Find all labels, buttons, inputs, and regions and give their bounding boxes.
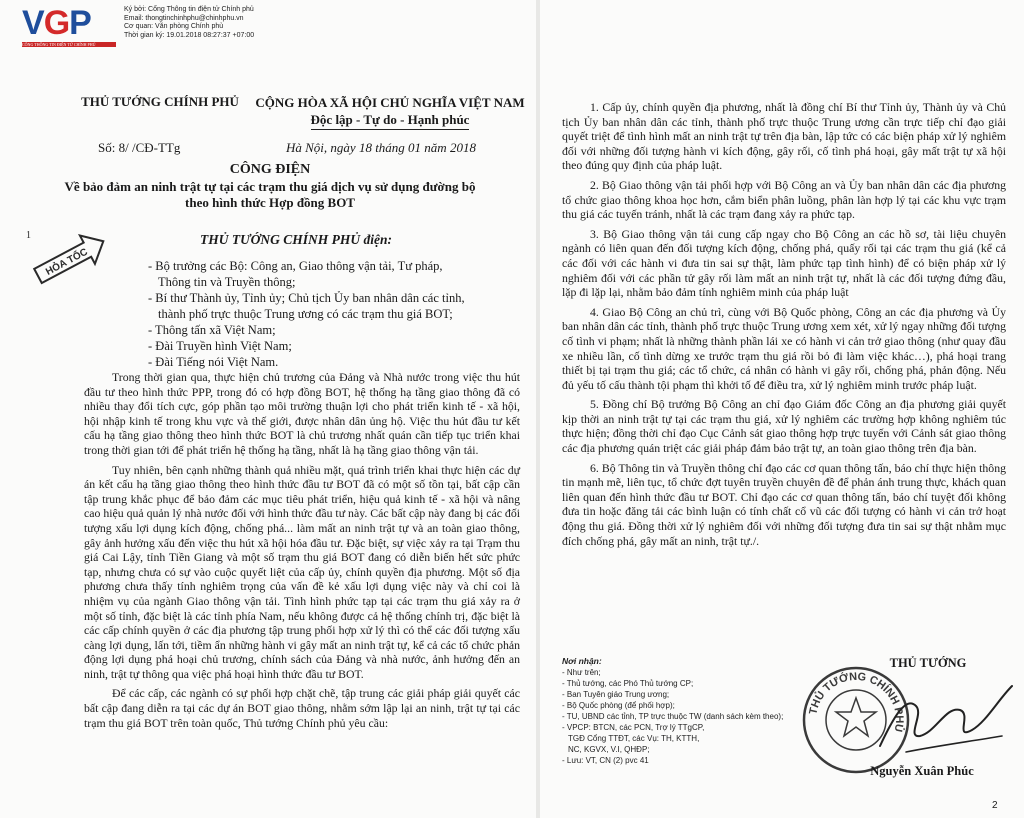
left-body-text <box>84 370 520 735</box>
document-number: Số: 8/ /CĐ-TTg <box>98 140 181 155</box>
seal-text: THỦ TƯỚNG CHÍNH PHỦ <box>807 670 906 733</box>
paragraph: Tuy nhiên, bên cạnh những thành quả nhiều mặt, quá trình triển khai thực hiện các dự án kết cấu hạ tầng giao thông theo hình thức đầu tư BOT đã có một số tồn tại, bất cập cần tập trung khắc phục để bảo đảm các mục tiêu phát triển, hiệu quả kinh tế - xã hội và nâng cao hiệu quả quản lý nhà nước đối với hình thức đầu tư này. Các bất cập này đang bị các đối tượng xấu lợi dụng kích động, chống phá... làm mất an ninh trật tự và an toàn giao thông, gây ảnh hưởng xấu đến việc thu hút xã hội hóa đầu tư. Đặc biệt, sự việc xảy ra tại Trạm thu giá Cai Lậy, tỉnh Tiền Giang và một số trạm thu giá BOT đang có diễn biến hết sức phức tạp, nhưng chưa có sự vào cuộc quyết liệt của cấp ủy, chính quyền địa phương. Một số địa phương chưa thấy tính nghiêm trọng của vấn đề kẻ xấu lợi dụng việc này và chỉ coi là nhiệm vụ của ngành Giao thông vận tải. Tình hình phức tạp tại các trạm thu giá xảy ra ở một số tỉnh, đặc biệt là các tỉnh phía Nam, nếu không được cả hệ thống chính trị, đặc biệt là các cấp chính quyền ở các địa phương tập trung phối hợp xử lý thì có thể các đối tượng xấu càng lợi dụng, lấn tới, tiềm ẩn những hành vi gây mất an ninh trật tự, kể cả các tổ chức phản động lợi dụng phá hoại chủ trương, chính sách của Đảng và nhà nước, ảnh hưởng đến an ninh, trật tự thông qua việc phá hoại hình thức đầu tư BOT. <box>84 462 520 681</box>
stamp-text: HỎA TỐC <box>44 246 90 278</box>
recipient-line: - Đài Truyền hình Việt Nam; <box>148 339 292 353</box>
document-subtitle: Về bảo đảm an ninh trật tự tại các trạm thu giá dịch vụ sử dụng đường bộ theo hình thức Hợp đồng BOT <box>64 179 476 210</box>
distribution-line: TGĐ Cổng TTĐT, các Vụ: TH, KTTH, <box>568 734 700 743</box>
signer-agency: Cơ quan: Văn phòng Chính phủ <box>124 23 224 31</box>
page-number: 2 <box>992 800 998 811</box>
distribution-line: - Bộ Quốc phòng (để phối hợp); <box>562 701 675 710</box>
distribution-line: - TU, UBND các tỉnh, TP trực thuộc TW (danh sách kèm theo); <box>562 712 784 721</box>
republic-name: CỘNG HÒA XÃ HỘI CHỦ NGHĨA VIỆT NAM <box>255 95 525 110</box>
recipients-list <box>148 258 465 370</box>
document-page-right <box>540 0 1024 818</box>
distribution-line: - Như trên; <box>562 668 601 677</box>
distribution-list <box>562 656 783 766</box>
margin-number: 1 <box>26 230 31 241</box>
issuer-heading: THỦ TƯỚNG CHÍNH PHỦ <box>81 94 239 109</box>
digital-signature-header <box>22 4 402 48</box>
signer-name: Nguyễn Xuân Phúc <box>870 764 974 778</box>
right-body-text <box>562 100 1006 553</box>
distribution-line: - Lưu: VT, CN (2) pvc 41 <box>562 756 649 765</box>
document-date: Hà Nội, ngày 18 tháng 01 năm 2018 <box>286 140 476 155</box>
paragraph: Trong thời gian qua, thực hiện chủ trương của Đảng và Nhà nước trong việc thu hút đầu tư theo hình thức PPP, trong đó có hợp đồng BOT, hệ thống hạ tầng giao thông đã có nhiều thay đổi tích cực, góp phần tạo môi trường thuận lợi cho phát triển kinh tế - xã hội, hội nhập kinh tế trong khu vực và thế giới, được nhân dân ủng hộ. Việc thu hút đầu tư kết cấu hạ tầng giao thông theo hình thức BOT là chủ trương nhất quán cần tiếp tục triển khai trong thời gian tới để phát triển hệ thống hạ tầng, nhất là hạ tầng giao thông vận tải. <box>84 370 520 457</box>
signed-time: Thời gian ký: 19.01.2018 08:27:37 +07:00 <box>124 31 255 39</box>
logo-subtext: CỔNG THÔNG TIN ĐIỆN TỬ CHÍNH PHỦ <box>22 42 116 47</box>
urgent-stamp <box>20 226 116 286</box>
signature-info <box>124 6 254 40</box>
recipient-line: - Đài Tiếng nói Việt Nam. <box>148 355 279 369</box>
directive-2: 2. Bộ Giao thông vận tải phối hợp với Bộ Công an và Ủy ban nhân dân các địa phương tổ chức giao thông khoa học hơn, cắm biển phân luồng, phân làn hợp lý tại các khu vực trạm thu giá các tuyến tránh, nhất là các trạm đang xảy ra phức tạp. <box>562 177 1006 222</box>
orders-heading: THỦ TƯỚNG CHÍNH PHỦ điện: <box>200 232 392 247</box>
recipient-line: Thông tin và Truyền thông; <box>158 275 296 289</box>
signed-by: Ký bởi: Cổng Thông tin điện tử Chính phủ <box>124 6 254 13</box>
seal-emblem-icon <box>836 698 876 736</box>
distribution-line: NC, KGVX, V.I, QHĐP; <box>568 745 650 754</box>
document-title: CÔNG ĐIỆN <box>229 162 311 177</box>
recipient-line: - Bí thư Thành ủy, Tỉnh ủy; Chủ tịch Ủy ban nhân dân các tỉnh, <box>148 291 465 305</box>
motto: Độc lập - Tự do - Hạnh phúc <box>311 111 470 130</box>
directive-4: 4. Giao Bộ Công an chủ trì, cùng với Bộ Quốc phòng, Công an các địa phương và Ủy ban nhân dân các tỉnh, thành phố trực thuộc Trung ương xem xét, xử lý ngay những đối tượng cố tình vi phạm; nhất là những thành phần lái xe có hành vi cản trở giao thông (như quay đầu xe nhiều lần, cố tình dừng xe trước trạm thu giá rồi bỏ đi làm việc khác…), phá hoại trang thiết bị tại trạm thu giá; các tổ chức, cá nhân có hành vi gây rối, chống phá, phản động. Nếu đủ yếu tố cấu thành tội phạm thì khởi tố để điều tra, xử lý nghiêm minh trước pháp luật. <box>562 304 1006 392</box>
directive-1: 1. Cấp ủy, chính quyền địa phương, nhất là đồng chí Bí thư Tỉnh ủy, Thành ủy và Chủ tịch Ủy ban nhân dân các tỉnh, thành phố trực thuộc Trung ương cần trực tiếp chỉ đạo giải quyết triệt để tình hình mất an ninh trật tự trên địa bàn, lập tức có các biện pháp xử lý nghiêm đối với những đối tượng hành vi kích động, gây rối, cố tình phá hoại, gây mất trật tự xã hội theo đúng quy định của pháp luật. <box>562 100 1006 173</box>
recipient-line: - Bộ trưởng các Bộ: Công an, Giao thông vận tải, Tư pháp, <box>148 259 443 273</box>
directive-6: 6. Bộ Thông tin và Truyền thông chỉ đạo các cơ quan thông tấn, báo chí thực hiện thông tin mạnh mẽ, liên tục, tổ chức đợt tuyên truyền chuyên đề để phản ánh trung thực, khách quan liên quan đến hình thức đầu tư BOT. Chỉ đạo các cơ quan thông tấn, báo chí tuyệt đối không đưa tin hoặc đăng tải các bình luận có tính chất cổ vũ các đối tượng có hành vi cản trở hoạt động thu giá. Đồng thời xử lý nghiêm đối với những đối tượng đưa tin sai sự thật nhằm mục đích chống phá, gây mất an ninh, trật tự./. <box>562 460 1006 548</box>
vgp-logo: VGP CỔNG THÔNG TIN ĐIỆN TỬ CHÍNH PHỦ <box>22 6 120 48</box>
distribution-line: - VPCP: BTCN, các PCN, Trợ lý TTgCP, <box>562 723 705 732</box>
signer-title: THỦ TƯỚNG <box>889 656 967 670</box>
directive-3: 3. Bộ Giao thông vận tải cung cấp ngay cho Bộ Công an các hồ sơ, tài liệu chuyên ngành có liên quan đến đối tượng kích động, chống phá, quấy rối tại các trạm thu giá (kể cả các đối với các hành vi đưa tin sai sự thật, làm phức tạp tình hình) để có biện pháp xử lý nghiêm đối với các phần tử gây rối làm mất an ninh trật tự, nhất là các đối tượng đứng đầu, lặp đi lặp lại, nhằm bảo đảm tính nghiêm minh của pháp luật <box>562 226 1006 300</box>
handwritten-signature <box>876 676 1016 766</box>
paragraph: Để các cấp, các ngành có sự phối hợp chặt chẽ, tập trung các giải pháp giải quyết các bất cập đang diễn ra tại các dự án BOT giao thông, nhằm sớm lập lại an ninh, trật tự tại các trạm thu giá BOT trên toàn quốc, Thủ tướng Chính phủ yêu cầu: <box>84 686 520 730</box>
recipient-line: thành phố trực thuộc Trung ương có các trạm thu giá BOT; <box>158 307 453 321</box>
signer-email: Email: thongtinchinhphu@chinhphu.vn <box>124 14 244 22</box>
directive-5: 5. Đồng chí Bộ trưởng Bộ Công an chỉ đạo Giám đốc Công an địa phương giải quyết kịp thời an ninh trật tự tại các trạm thu giá, xử lý nghiêm các trường hợp không nghiêm túc thực hiện; đồng thời chỉ đạo Cục Cảnh sát giao thông hợp trực tuyến với Cảnh sát giao thông các địa phương quán triệt các giải pháp đảm bảo trật tự, an toàn giao thông trên địa bàn. <box>562 397 1006 456</box>
recipient-line: - Thông tấn xã Việt Nam; <box>148 323 276 337</box>
national-heading <box>250 94 530 130</box>
distribution-line: - Thủ tướng, các Phó Thủ tướng CP; <box>562 679 694 688</box>
distribution-title: Nơi nhận: <box>562 656 602 666</box>
distribution-line: - Ban Tuyên giáo Trung ương; <box>562 690 670 699</box>
